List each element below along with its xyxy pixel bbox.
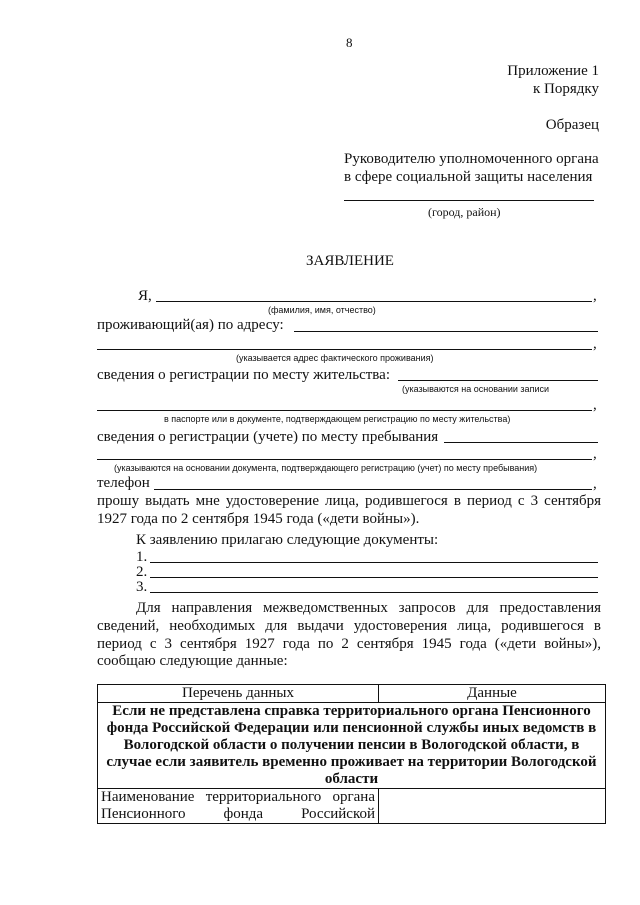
data-table [97, 684, 606, 824]
request-line-1: прошу выдать мне удостоверение лица, родившегося в период с 3 сентября [97, 493, 601, 509]
registration-label: сведения о регистрации по месту жительства: [97, 367, 390, 383]
addressee-line-1: Руководителю уполномоченного органа [344, 151, 599, 167]
column-header-list: Перечень данных [98, 685, 379, 703]
row-value[interactable] [379, 789, 606, 824]
address-field-1[interactable] [294, 331, 598, 332]
column-header-data: Данные [379, 685, 606, 703]
doc-number-3: 3. [136, 579, 148, 595]
request-line-2: 1927 года по 2 сентября 1945 года («дети войны»). [97, 511, 420, 527]
name-field[interactable] [156, 301, 592, 302]
phone-field[interactable] [154, 489, 592, 490]
registration-field-2[interactable] [97, 410, 592, 411]
registration-field-1[interactable] [398, 380, 598, 381]
comma: , [593, 397, 597, 413]
order-label: к Порядку [533, 81, 599, 97]
row-label: Наименование территориального органа Пенсионного фонда Российской [98, 789, 379, 824]
stay-field-1[interactable] [444, 442, 598, 443]
comma: , [593, 476, 597, 492]
doc-number-2: 2. [136, 564, 148, 580]
phone-label: телефон [97, 475, 150, 491]
registration-hint-1: (указываются на основании записи [402, 384, 549, 394]
table-row [98, 789, 606, 824]
stay-label: сведения о регистрации (учете) по месту пребывания [97, 429, 439, 445]
address-label: проживающий(ая) по адресу: [97, 317, 284, 333]
table-section-row [98, 703, 606, 789]
document-field-2[interactable] [150, 577, 598, 578]
para-line-3: период с 3 сентября 1927 года по 2 сентября 1945 года («дети войны»), [97, 636, 601, 652]
city-hint: (город, район) [428, 205, 501, 219]
comma: , [593, 288, 597, 304]
i-label: Я, [138, 288, 152, 304]
city-field[interactable] [344, 200, 594, 201]
name-hint: (фамилия, имя, отчество) [268, 305, 376, 315]
para-line-4: сообщаю следующие данные: [97, 653, 288, 669]
appendix-label: Приложение 1 [507, 63, 599, 79]
document-field-1[interactable] [150, 562, 598, 563]
table-header-row [98, 685, 606, 703]
comma: , [593, 446, 597, 462]
sample-label: Образец [545, 117, 599, 133]
stay-field-2[interactable] [97, 459, 592, 460]
registration-hint-2: в паспорте или в документе, подтверждающем регистрацию по месту жительства) [164, 414, 511, 424]
document-field-3[interactable] [150, 592, 598, 593]
attach-label: К заявлению прилагаю следующие документы: [136, 532, 439, 548]
stay-hint: (указываются на основании документа, подтверждающего регистрацию (учет) по месту пребывания) [114, 463, 538, 473]
address-hint: (указывается адрес фактического проживания) [236, 353, 434, 363]
para-line-1: Для направления межведомственных запросов для предоставления [136, 600, 601, 616]
page-title: ЗАЯВЛЕНИЕ [306, 253, 394, 269]
para-line-2: сведений, необходимых для выдачи удостоверения лица, родившегося в [97, 618, 601, 634]
doc-number-1: 1. [136, 549, 148, 565]
comma: , [593, 336, 597, 352]
address-field-2[interactable] [97, 349, 592, 350]
page-number: 8 [346, 35, 353, 50]
section-header: Если не представлена справка территориального органа Пенсионного фонда Российской Федерации или пенсионной службы иных ведомств в Вологодской области о получении пенсии в Вологодской области, в случае если заявитель временно проживает на территории Вологодской области [98, 703, 606, 789]
addressee-line-2: в сфере социальной защиты населения [344, 169, 593, 185]
